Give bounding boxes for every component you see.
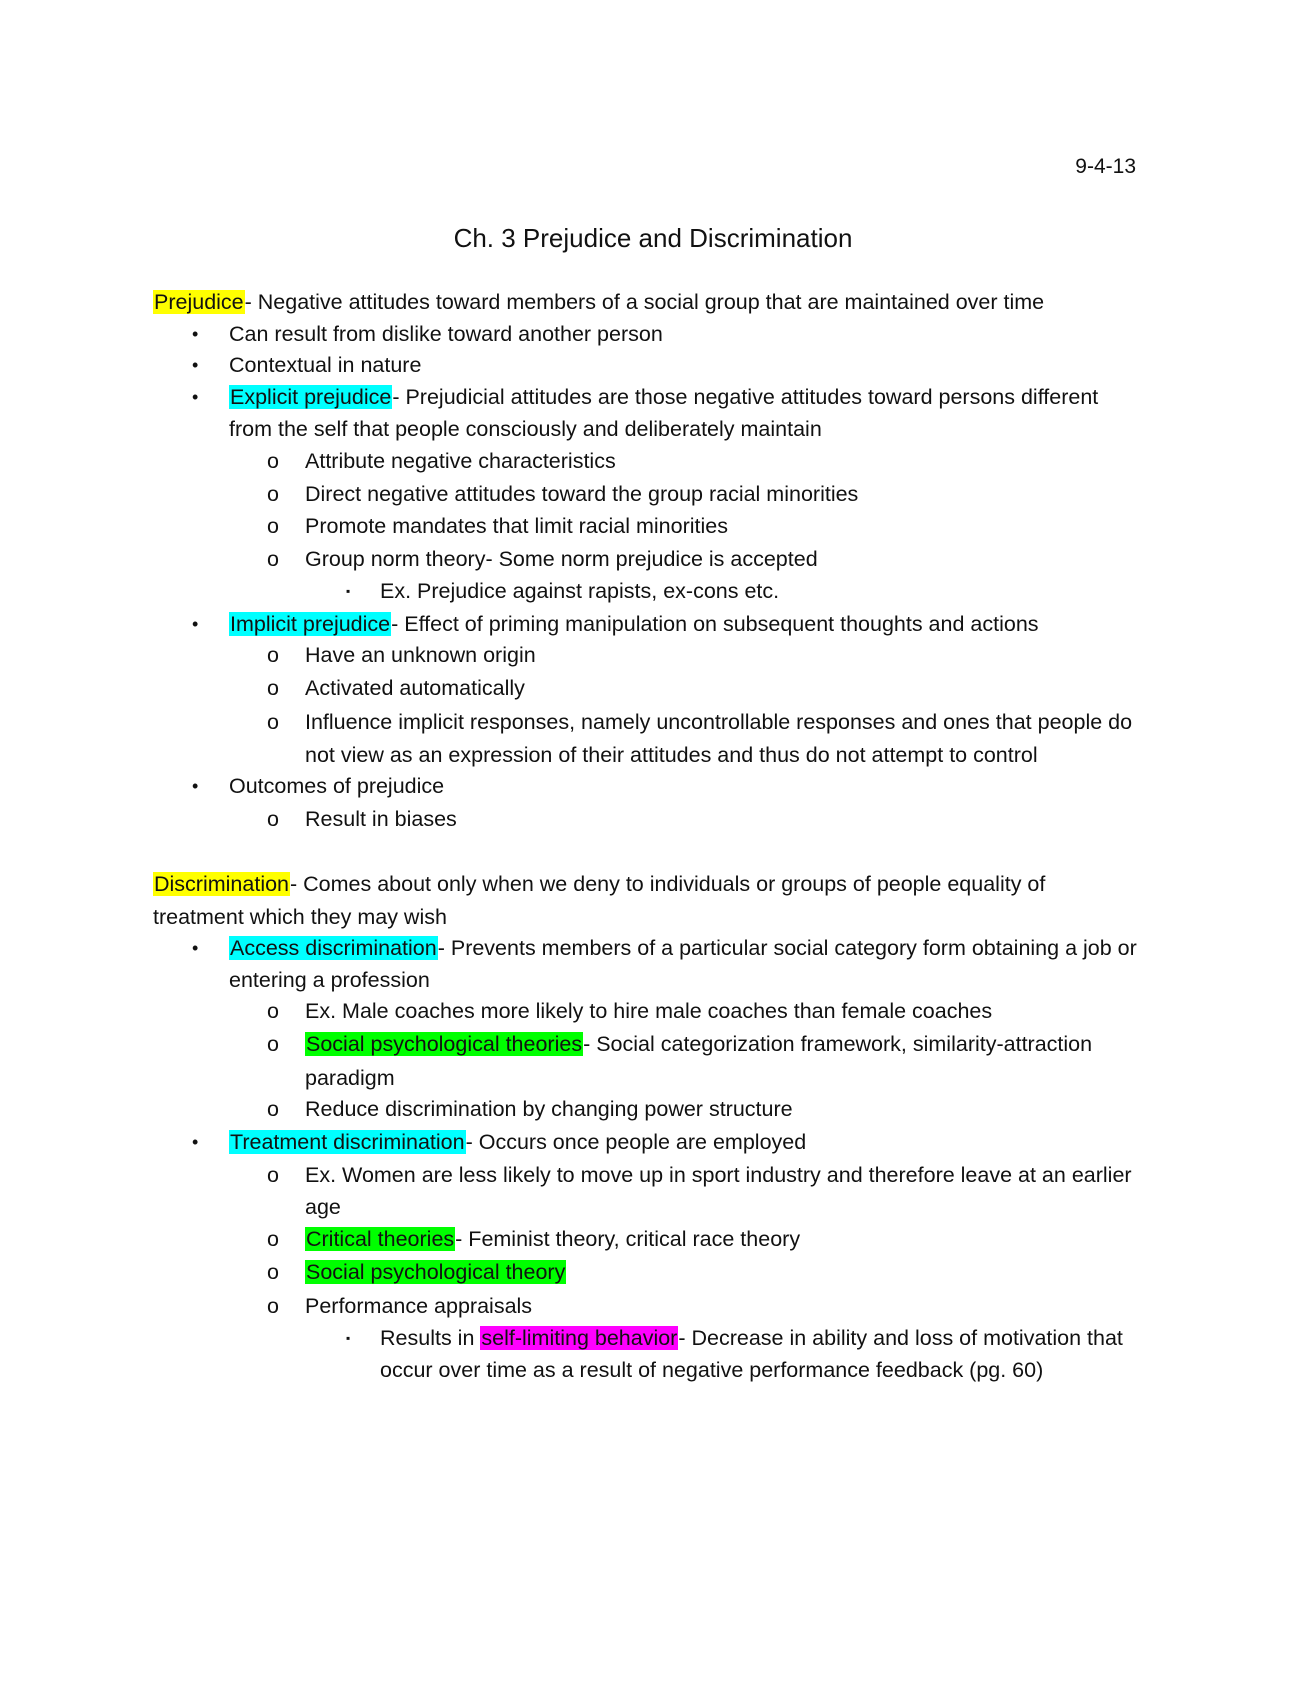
list-item: Attribute negative characteristics	[305, 449, 616, 473]
circle-marker: o	[267, 1260, 279, 1284]
circle-marker: o	[267, 1294, 279, 1318]
circle-marker: o	[267, 807, 279, 831]
list-item: Group norm theory- Some norm prejudice is accepted	[305, 547, 818, 571]
list-item	[305, 1259, 1145, 1285]
bullet-marker: •	[192, 1132, 199, 1152]
list-item: Direct negative attitudes toward the group racial minorities	[305, 482, 859, 506]
list-item: Ex. Prejudice against rapists, ex-cons etc.	[380, 579, 780, 603]
circle-marker: o	[267, 482, 279, 506]
list-item: Can result from dislike toward another person	[229, 322, 663, 346]
highlight-term: Implicit prejudice	[230, 612, 391, 636]
definition-continuation: treatment which they may wish	[153, 905, 447, 929]
circle-marker: o	[267, 1097, 279, 1121]
list-item: Reduce discrimination by changing power structure	[305, 1097, 793, 1121]
list-item: Performance appraisals	[305, 1294, 533, 1318]
bullet-marker: •	[192, 387, 199, 407]
list-item-continuation: age	[305, 1195, 341, 1219]
highlight-term: Explicit prejudice	[230, 385, 392, 409]
bullet-marker: •	[192, 355, 199, 375]
list-item: Result in biases	[305, 807, 457, 831]
circle-marker: o	[267, 999, 279, 1023]
highlight-term: Access discrimination	[230, 936, 437, 960]
list-item-continuation: entering a profession	[229, 968, 430, 992]
circle-marker: o	[267, 643, 279, 667]
highlight-term: Prejudice	[154, 290, 244, 314]
highlight-term: Critical theories	[306, 1227, 455, 1251]
list-item: Implicit prejudice- Effect of priming manipulation on subsequent thoughts and actions	[230, 612, 1039, 636]
circle-marker: o	[267, 449, 279, 473]
highlight-term: self-limiting behavior	[481, 1326, 678, 1350]
prejudice-definition: Prejudice- Negative attitudes toward members of a social group that are maintained over time	[154, 290, 1045, 314]
circle-marker: o	[267, 547, 279, 571]
list-item: Promote mandates that limit racial minorities	[305, 514, 728, 538]
highlight-term: Discrimination	[154, 872, 290, 896]
list-item: Activated automatically	[305, 676, 525, 700]
list-item-continuation: from the self that people consciously and deliberately maintain	[229, 417, 822, 441]
list-item: Contextual in nature	[229, 353, 422, 377]
list-item: Social psychological theories- Social categorization framework, similarity-attraction	[306, 1032, 1093, 1056]
list-item: Ex. Male coaches more likely to hire male coaches than female coaches	[305, 999, 993, 1023]
date: 9-4-13	[1075, 155, 1136, 178]
discrimination-definition: Discrimination- Comes about only when we deny to individuals or groups of people equality of	[154, 872, 1046, 896]
highlight-term: Social psychological theories	[306, 1032, 583, 1056]
list-item: Ex. Women are less likely to move up in sport industry and therefore leave at an earlier	[305, 1163, 1132, 1187]
list-item: Results in self-limiting behavior- Decrease in ability and loss of motivation that	[380, 1326, 1123, 1350]
circle-marker: o	[267, 1163, 279, 1187]
circle-marker: o	[267, 1032, 279, 1056]
bullet-marker: •	[192, 938, 199, 958]
highlight-term: Treatment discrimination	[230, 1130, 465, 1154]
bullet-marker: •	[192, 776, 199, 796]
page-title: Ch. 3 Prejudice and Discrimination	[453, 223, 853, 253]
list-item: Have an unknown origin	[305, 643, 536, 667]
list-item: Critical theories- Feminist theory, critical race theory	[306, 1227, 801, 1251]
circle-marker: o	[267, 710, 279, 734]
list-item: Access discrimination- Prevents members of a particular social category form obtaining a job or	[230, 936, 1137, 960]
square-marker: ▪	[346, 584, 351, 598]
list-item: Explicit prejudice- Prejudicial attitudes are those negative attitudes toward persons different	[230, 385, 1099, 409]
circle-marker: o	[267, 1227, 279, 1251]
square-marker: ▪	[346, 1331, 351, 1345]
list-item: Treatment discrimination- Occurs once people are employed	[230, 1130, 807, 1154]
list-item: Outcomes of prejudice	[229, 774, 445, 798]
list-item-continuation: paradigm	[305, 1066, 395, 1090]
bullet-marker: •	[192, 614, 199, 634]
circle-marker: o	[267, 676, 279, 700]
circle-marker: o	[267, 514, 279, 538]
list-item-continuation: occur over time as a result of negative performance feedback (pg. 60)	[380, 1358, 1044, 1382]
list-item: Influence implicit responses, namely uncontrollable responses and ones that people do	[305, 710, 1133, 734]
bullet-marker: •	[192, 324, 199, 344]
list-item-continuation: not view as an expression of their attitudes and thus do not attempt to control	[305, 743, 1038, 767]
highlight-term: Social psychological theory	[306, 1260, 566, 1284]
